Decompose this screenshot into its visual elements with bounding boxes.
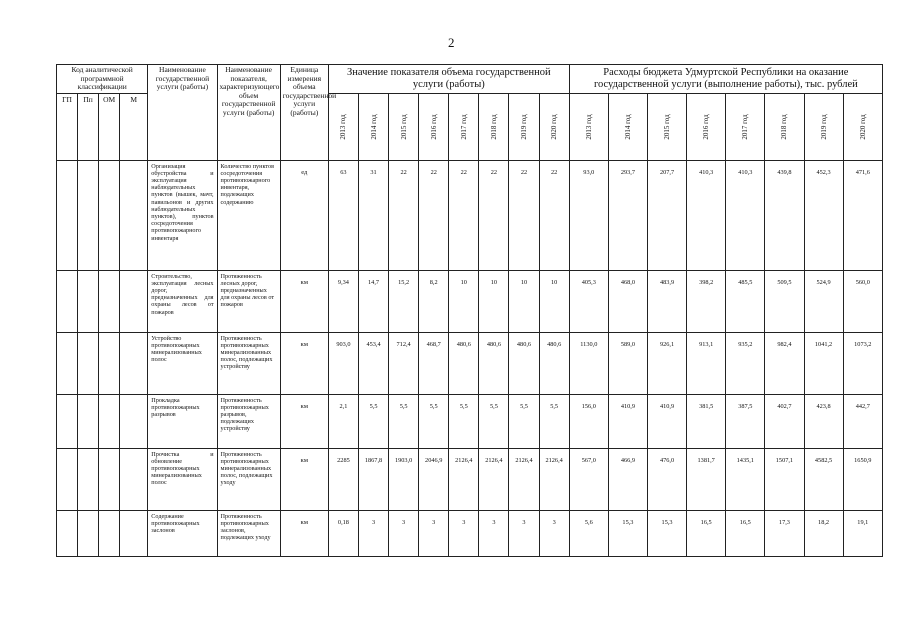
volume-value-cell: 2126,4 bbox=[539, 448, 569, 510]
expense-value-cell: 589,0 bbox=[608, 332, 647, 394]
code-cell bbox=[99, 394, 120, 448]
code-cell bbox=[57, 394, 78, 448]
volume-year-header: 2018 год bbox=[479, 93, 509, 160]
table-row bbox=[57, 160, 883, 270]
volume-value-cell: 10 bbox=[509, 270, 539, 332]
code-cell bbox=[99, 270, 120, 332]
volume-year-header: 2017 год bbox=[449, 93, 479, 160]
volume-value-cell: 5,5 bbox=[449, 394, 479, 448]
service-name-cell: Строительство, эксплуатация лесных дорог, предназначенных для охраны лесов от пожаров bbox=[148, 270, 217, 332]
code-cell bbox=[120, 394, 148, 448]
volume-value-cell: 3 bbox=[389, 510, 419, 556]
service-name-cell: Прочистка и обновление противопожарных минерализованных полос bbox=[148, 448, 217, 510]
volume-value-cell: 480,6 bbox=[479, 332, 509, 394]
expense-value-cell: 410,9 bbox=[608, 394, 647, 448]
volume-value-cell: 8,2 bbox=[419, 270, 449, 332]
indicator-cell: Протяженность противопожарных минерализованных полос, подлежащих уходу bbox=[217, 448, 280, 510]
code-cell bbox=[99, 332, 120, 394]
volume-year-header: 2015 год bbox=[389, 93, 419, 160]
expense-value-cell: 1130,0 bbox=[569, 332, 608, 394]
volume-year-header: 2016 год bbox=[419, 93, 449, 160]
volume-value-cell: 453,4 bbox=[358, 332, 388, 394]
expense-value-cell: 15,3 bbox=[608, 510, 647, 556]
volume-value-cell: 22 bbox=[479, 160, 509, 270]
volume-value-cell: 2046,9 bbox=[419, 448, 449, 510]
unit-cell: км bbox=[280, 510, 328, 556]
volume-value-cell: 3 bbox=[479, 510, 509, 556]
expense-value-cell: 1381,7 bbox=[687, 448, 726, 510]
volume-value-cell: 31 bbox=[358, 160, 388, 270]
volume-value-cell: 5,5 bbox=[509, 394, 539, 448]
table-row bbox=[57, 394, 883, 448]
volume-value-cell: 0,18 bbox=[328, 510, 358, 556]
code-cell bbox=[57, 448, 78, 510]
page-number: 2 bbox=[448, 35, 455, 50]
volume-value-cell: 2126,4 bbox=[449, 448, 479, 510]
expense-year-header: 2019 год bbox=[804, 93, 843, 160]
expense-value-cell: 439,8 bbox=[765, 160, 804, 270]
unit-cell: км bbox=[280, 270, 328, 332]
expense-value-cell: 16,5 bbox=[687, 510, 726, 556]
expense-value-cell: 15,3 bbox=[648, 510, 687, 556]
expense-value-cell: 402,7 bbox=[765, 394, 804, 448]
volume-value-cell: 15,2 bbox=[389, 270, 419, 332]
volume-value-cell: 1903,0 bbox=[389, 448, 419, 510]
code-cell bbox=[78, 394, 99, 448]
volume-value-cell: 2126,4 bbox=[509, 448, 539, 510]
expense-value-cell: 926,1 bbox=[648, 332, 687, 394]
expense-value-cell: 560,0 bbox=[843, 270, 882, 332]
volume-value-cell: 3 bbox=[509, 510, 539, 556]
services-table bbox=[56, 64, 883, 557]
service-name-cell: Прокладка противопожарных разрывов bbox=[148, 394, 217, 448]
unit-cell: км bbox=[280, 332, 328, 394]
unit-cell: км bbox=[280, 448, 328, 510]
expense-value-cell: 485,5 bbox=[726, 270, 765, 332]
header-code-m: М bbox=[120, 93, 148, 160]
expense-year-header: 2013 год bbox=[569, 93, 608, 160]
volume-value-cell: 14,7 bbox=[358, 270, 388, 332]
volume-value-cell: 3 bbox=[539, 510, 569, 556]
volume-value-cell: 22 bbox=[419, 160, 449, 270]
indicator-cell: Протяженность противопожарных заслонов, подлежащих уходу bbox=[217, 510, 280, 556]
volume-value-cell: 712,4 bbox=[389, 332, 419, 394]
expense-value-cell: 1073,2 bbox=[843, 332, 882, 394]
volume-value-cell: 63 bbox=[328, 160, 358, 270]
indicator-cell: Протяженность противопожарных минерализованных полос, подлежащих устройству bbox=[217, 332, 280, 394]
code-cell bbox=[78, 332, 99, 394]
volume-value-cell: 22 bbox=[449, 160, 479, 270]
expense-value-cell: 509,5 bbox=[765, 270, 804, 332]
expense-year-header: 2018 год bbox=[765, 93, 804, 160]
expense-value-cell: 452,3 bbox=[804, 160, 843, 270]
code-cell bbox=[99, 448, 120, 510]
expense-value-cell: 387,5 bbox=[726, 394, 765, 448]
volume-year-header: 2013 год bbox=[328, 93, 358, 160]
header-volume-group: Значение показателя объема государственной услуги (работы) bbox=[328, 65, 569, 94]
expense-year-header: 2016 год bbox=[687, 93, 726, 160]
service-name-cell: Организация обустройства и эксплуатация наблюдательных пунктов (вышек, мачт, павильонов и других наблюдательных пунктов), пунктов сосредоточения противопожарного инвентаря bbox=[148, 160, 217, 270]
volume-value-cell: 10 bbox=[539, 270, 569, 332]
expense-value-cell: 1041,2 bbox=[804, 332, 843, 394]
code-cell bbox=[120, 510, 148, 556]
expense-value-cell: 410,3 bbox=[687, 160, 726, 270]
volume-value-cell: 480,6 bbox=[449, 332, 479, 394]
volume-value-cell: 1867,8 bbox=[358, 448, 388, 510]
volume-year-header: 2020 год bbox=[539, 93, 569, 160]
code-cell bbox=[99, 510, 120, 556]
header-code-om: ОМ bbox=[99, 93, 120, 160]
header-code-group: Код аналитической программной классификации bbox=[57, 65, 148, 94]
header-indicator-name: Наименование показателя, характеризующего объем государственной услуги (работы) bbox=[217, 65, 280, 161]
expense-value-cell: 410,3 bbox=[726, 160, 765, 270]
expense-value-cell: 4582,5 bbox=[804, 448, 843, 510]
expense-value-cell: 423,8 bbox=[804, 394, 843, 448]
volume-value-cell: 10 bbox=[449, 270, 479, 332]
expense-value-cell: 982,4 bbox=[765, 332, 804, 394]
expense-value-cell: 1435,1 bbox=[726, 448, 765, 510]
expense-value-cell: 5,6 bbox=[569, 510, 608, 556]
expense-value-cell: 19,1 bbox=[843, 510, 882, 556]
header-service-name: Наименование государственной услуги (работы) bbox=[148, 65, 217, 161]
volume-value-cell: 468,7 bbox=[419, 332, 449, 394]
code-cell bbox=[57, 160, 78, 270]
expense-value-cell: 207,7 bbox=[648, 160, 687, 270]
table-row bbox=[57, 332, 883, 394]
expense-value-cell: 18,2 bbox=[804, 510, 843, 556]
expense-value-cell: 381,5 bbox=[687, 394, 726, 448]
volume-value-cell: 480,6 bbox=[509, 332, 539, 394]
expense-value-cell: 442,7 bbox=[843, 394, 882, 448]
volume-value-cell: 903,0 bbox=[328, 332, 358, 394]
expense-year-header: 2014 год bbox=[608, 93, 647, 160]
code-cell bbox=[57, 510, 78, 556]
code-cell bbox=[99, 160, 120, 270]
code-cell bbox=[78, 160, 99, 270]
volume-value-cell: 5,5 bbox=[539, 394, 569, 448]
volume-value-cell: 5,5 bbox=[358, 394, 388, 448]
volume-value-cell: 3 bbox=[358, 510, 388, 556]
indicator-cell: Протяженность противопожарных разрывов, подлежащих устройству bbox=[217, 394, 280, 448]
expense-value-cell: 913,1 bbox=[687, 332, 726, 394]
code-cell bbox=[120, 160, 148, 270]
code-cell bbox=[57, 270, 78, 332]
expense-value-cell: 398,2 bbox=[687, 270, 726, 332]
volume-value-cell: 10 bbox=[479, 270, 509, 332]
expense-value-cell: 524,9 bbox=[804, 270, 843, 332]
expense-value-cell: 1650,9 bbox=[843, 448, 882, 510]
expense-value-cell: 483,9 bbox=[648, 270, 687, 332]
expense-value-cell: 293,7 bbox=[608, 160, 647, 270]
code-cell bbox=[120, 270, 148, 332]
volume-value-cell: 3 bbox=[419, 510, 449, 556]
header-unit: Единица измерения объема государственной услуги (работы) bbox=[280, 65, 328, 161]
unit-cell: ед bbox=[280, 160, 328, 270]
expense-year-header: 2020 год bbox=[843, 93, 882, 160]
volume-value-cell: 22 bbox=[389, 160, 419, 270]
indicator-cell: Протяженность лесных дорог, предназначенных для охраны лесов от пожаров bbox=[217, 270, 280, 332]
table-row bbox=[57, 510, 883, 556]
volume-year-header: 2014 год bbox=[358, 93, 388, 160]
expense-value-cell: 468,0 bbox=[608, 270, 647, 332]
table-row bbox=[57, 448, 883, 510]
expense-value-cell: 17,3 bbox=[765, 510, 804, 556]
service-name-cell: Устройство противопожарных минерализованных полос bbox=[148, 332, 217, 394]
code-cell bbox=[57, 332, 78, 394]
table-row bbox=[57, 270, 883, 332]
code-cell bbox=[78, 270, 99, 332]
header-code-gp: ГП bbox=[57, 93, 78, 160]
code-cell bbox=[78, 448, 99, 510]
header-expense-group: Расходы бюджета Удмуртской Республики на оказание государственной услуги (выполнение работы), тыс. рублей bbox=[569, 65, 882, 94]
volume-value-cell: 5,5 bbox=[479, 394, 509, 448]
expense-value-cell: 476,0 bbox=[648, 448, 687, 510]
expense-value-cell: 16,5 bbox=[726, 510, 765, 556]
volume-value-cell: 22 bbox=[509, 160, 539, 270]
expense-value-cell: 935,2 bbox=[726, 332, 765, 394]
indicator-cell: Количество пунктов сосредоточения противопожарного инвентаря, подлежащих содержанию bbox=[217, 160, 280, 270]
expense-value-cell: 405,3 bbox=[569, 270, 608, 332]
expense-value-cell: 156,0 bbox=[569, 394, 608, 448]
expense-year-header: 2017 год bbox=[726, 93, 765, 160]
expense-value-cell: 567,0 bbox=[569, 448, 608, 510]
volume-value-cell: 5,5 bbox=[419, 394, 449, 448]
service-name-cell: Содержание противопожарных заслонов bbox=[148, 510, 217, 556]
volume-value-cell: 22 bbox=[539, 160, 569, 270]
expense-value-cell: 410,9 bbox=[648, 394, 687, 448]
volume-value-cell: 3 bbox=[449, 510, 479, 556]
expense-value-cell: 471,6 bbox=[843, 160, 882, 270]
volume-value-cell: 2,1 bbox=[328, 394, 358, 448]
code-cell bbox=[120, 448, 148, 510]
volume-value-cell: 2285 bbox=[328, 448, 358, 510]
header-code-pp: Пп bbox=[78, 93, 99, 160]
expense-value-cell: 93,0 bbox=[569, 160, 608, 270]
code-cell bbox=[78, 510, 99, 556]
volume-value-cell: 480,6 bbox=[539, 332, 569, 394]
volume-value-cell: 2126,4 bbox=[479, 448, 509, 510]
volume-value-cell: 5,5 bbox=[389, 394, 419, 448]
expense-year-header: 2015 год bbox=[648, 93, 687, 160]
volume-year-header: 2019 год bbox=[509, 93, 539, 160]
expense-value-cell: 1507,1 bbox=[765, 448, 804, 510]
volume-value-cell: 9,34 bbox=[328, 270, 358, 332]
expense-value-cell: 466,9 bbox=[608, 448, 647, 510]
code-cell bbox=[120, 332, 148, 394]
unit-cell: км bbox=[280, 394, 328, 448]
